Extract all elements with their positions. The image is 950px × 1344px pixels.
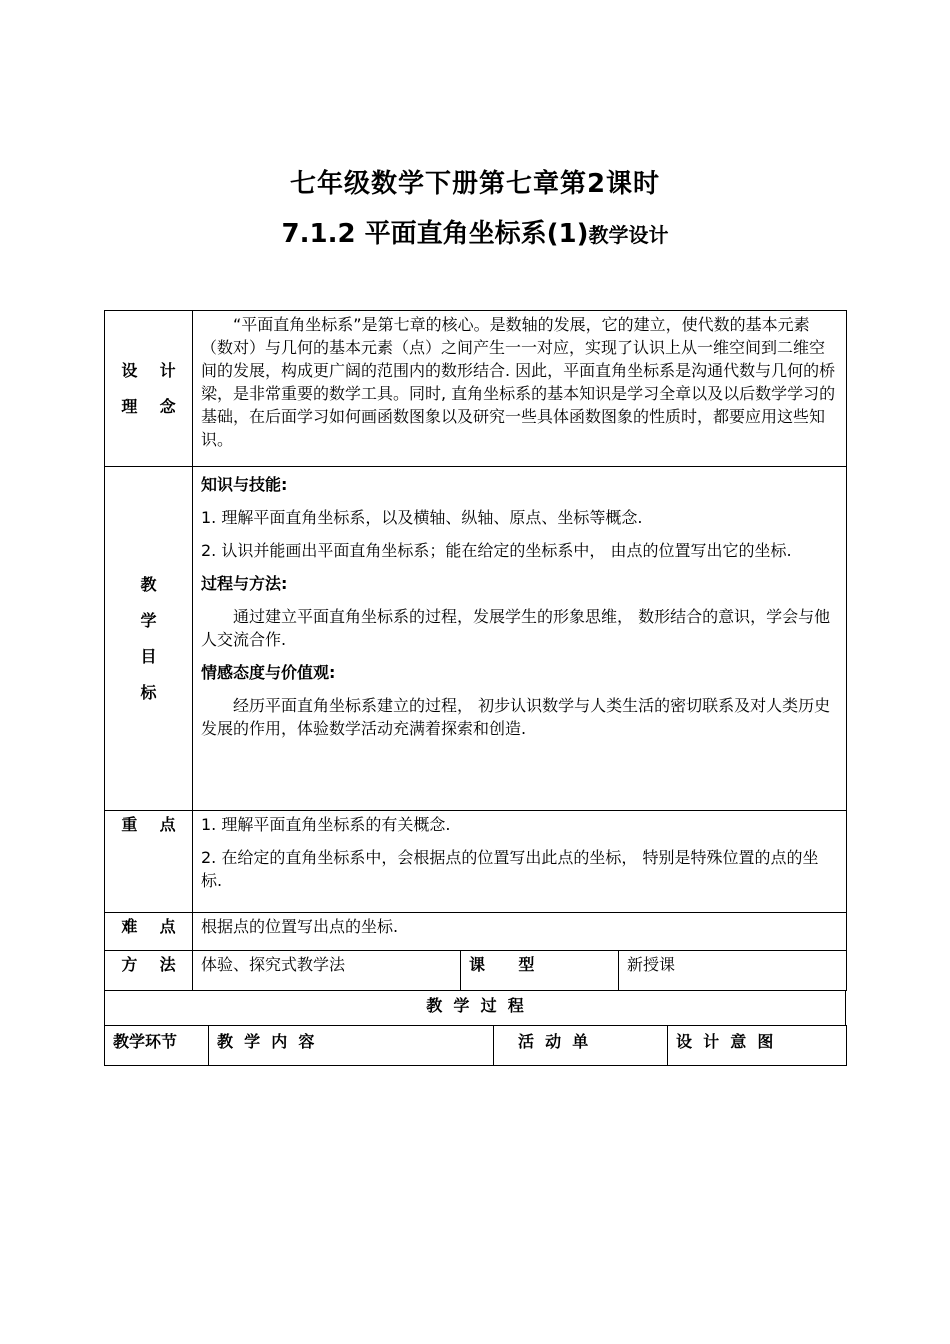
method-value: 体验、探究式教学法 xyxy=(193,951,461,991)
objectives-label xyxy=(105,467,193,811)
knowledge-item: 2. 认识并能画出平面直角坐标系；能在给定的坐标系中， 由点的位置写出它的坐标. xyxy=(201,541,792,560)
emotion-text: 经历平面直角坐标系建立的过程， 初步认识数学与人类生活的密切联系及对人类历史发展的作用，体验数学活动充满着探索和创造. xyxy=(201,696,831,738)
column-stage: 教学环节 xyxy=(105,1026,209,1066)
emotion-heading: 情感态度与价值观: xyxy=(201,663,336,682)
objectives-label-char: 目 xyxy=(140,646,157,666)
key-point-item: 2. 在给定的直角坐标系中，会根据点的位置写出此点的坐标， 特别是特殊位置的点的坐标. xyxy=(201,848,819,890)
difficulty-row xyxy=(105,913,847,951)
process-text: 通过建立平面直角坐标系的过程，发展学生的形象思维， 数形结合的意识，学会与他人交流合作. xyxy=(201,607,831,649)
design-concept-row xyxy=(105,311,847,467)
design-concept-label xyxy=(105,311,193,467)
lesson-plan-table xyxy=(104,310,847,991)
key-points-label: 重 点 xyxy=(105,811,193,913)
difficulty-label: 难 点 xyxy=(105,913,193,951)
process-heading: 过程与方法: xyxy=(201,574,288,593)
process-columns-row xyxy=(105,1026,847,1066)
objectives-label-char: 教 xyxy=(140,574,157,594)
process-header-table xyxy=(104,990,846,1026)
difficulty-text: 根据点的位置写出点的坐标. xyxy=(193,913,847,951)
process-columns-table xyxy=(104,1025,847,1066)
design-concept-label-line2: 理 念 xyxy=(121,396,176,416)
knowledge-heading: 知识与技能: xyxy=(201,475,288,494)
objectives-cell xyxy=(193,467,847,811)
design-concept-text: “平面直角坐标系”是第七章的核心。是数轴的发展，它的建立，使代数的基本元素（数对）与几何的基本元素（点）之间产生一一对应，实现了认识上从一维空间到二维空间的发展，构成更广阔的范围内的数形结合. 因此，平面直角坐标系是沟通代数与几何的桥梁，是非常重要的数学工具。同时, 直角坐标系的基本知识是学习全章以及以后数学学习的基础，在后面学习如何画函数图象以及研究一些具体函数图象的性质时，都要应用这些知识。 xyxy=(201,315,836,449)
lesson-type-value: 新授课 xyxy=(619,951,847,991)
subtitle-main: 7.1.2 平面直角坐标系(1) xyxy=(281,219,589,249)
key-points-row xyxy=(105,811,847,913)
document-title: 七年级数学下册第七章第2课时 xyxy=(289,169,661,199)
design-concept-label-line1: 设 计 xyxy=(121,360,176,380)
method-label: 方 法 xyxy=(105,951,193,991)
column-intent: 设 计 意 图 xyxy=(668,1026,847,1066)
key-point-item: 1. 理解平面直角坐标系的有关概念. xyxy=(201,815,451,834)
method-row xyxy=(105,951,847,991)
subtitle-suffix: 教学设计 xyxy=(588,223,669,247)
objectives-label-char: 学 xyxy=(140,610,157,630)
process-header: 教 学 过 程 xyxy=(105,991,846,1026)
knowledge-item: 1. 理解平面直角坐标系，以及横轴、纵轴、原点、坐标等概念. xyxy=(201,508,643,527)
lesson-type-label: 课 型 xyxy=(461,951,619,991)
design-concept-cell xyxy=(193,311,847,467)
column-activity: 活 动 单 xyxy=(494,1026,668,1066)
objectives-label-char: 标 xyxy=(140,682,157,702)
key-points-cell xyxy=(193,811,847,913)
column-content: 教 学 内 容 xyxy=(209,1026,494,1066)
objectives-row xyxy=(105,467,847,811)
document-subtitle xyxy=(0,213,950,250)
